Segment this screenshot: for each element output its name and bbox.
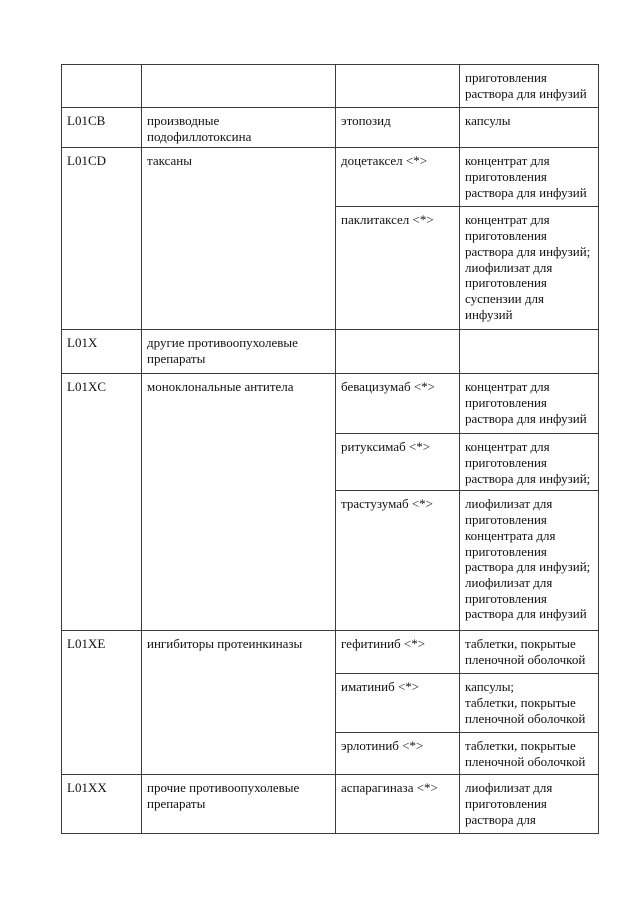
- atc-code-cell: L01XX: [62, 775, 142, 834]
- atc-code-cell: L01XE: [62, 631, 142, 775]
- table-row: [62, 631, 599, 674]
- dosage-form-cell: таблетки, покрытые пленочной оболочкой: [460, 733, 599, 775]
- dosage-form-cell: [460, 330, 599, 374]
- group-name-cell: таксаны: [142, 148, 336, 330]
- drug-name-cell: аспарагиназа <*>: [336, 775, 460, 834]
- group-name-cell: моноклональные антитела: [142, 374, 336, 631]
- drug-name-cell: трастузумаб <*>: [336, 491, 460, 631]
- dosage-form-cell: концентрат для приготовления раствора для инфузий: [460, 148, 599, 207]
- group-name-cell: прочие противоопухолевые препараты: [142, 775, 336, 834]
- dosage-form-cell: приготовления раствора для инфузий: [460, 65, 599, 108]
- dosage-form-cell: капсулы; таблетки, покрытые пленочной оболочкой: [460, 674, 599, 733]
- table-row: [62, 374, 599, 434]
- group-name-cell: [142, 65, 336, 108]
- group-name-cell: ингибиторы протеинкиназы: [142, 631, 336, 775]
- atc-code-cell: L01X: [62, 330, 142, 374]
- dosage-form-cell: капсулы: [460, 108, 599, 148]
- drug-table-body: [62, 65, 599, 834]
- dosage-form-cell: таблетки, покрытые пленочной оболочкой: [460, 631, 599, 674]
- dosage-form-cell: концентрат для приготовления раствора для инфузий: [460, 374, 599, 434]
- drug-name-cell: иматиниб <*>: [336, 674, 460, 733]
- drug-name-cell: бевацизумаб <*>: [336, 374, 460, 434]
- table-row: [62, 775, 599, 834]
- table-row: [62, 108, 599, 148]
- group-name-cell: производные подофиллотоксина: [142, 108, 336, 148]
- drug-name-cell: этопозид: [336, 108, 460, 148]
- dosage-form-cell: лиофилизат для приготовления раствора для: [460, 775, 599, 834]
- table-row: [62, 330, 599, 374]
- atc-code-cell: L01XC: [62, 374, 142, 631]
- dosage-form-cell: концентрат для приготовления раствора для инфузий;: [460, 434, 599, 491]
- group-name-cell: другие противоопухолевые препараты: [142, 330, 336, 374]
- continuation-row: [62, 65, 599, 108]
- code-cell: [62, 65, 142, 108]
- atc-code-cell: L01CB: [62, 108, 142, 148]
- drug-name-cell: доцетаксел <*>: [336, 148, 460, 207]
- drug-name-cell: ритуксимаб <*>: [336, 434, 460, 491]
- drug-table: [61, 64, 599, 834]
- drug-name-cell: паклитаксел <*>: [336, 207, 460, 330]
- drug-name-cell: [336, 65, 460, 108]
- dosage-form-cell: концентрат для приготовления раствора для инфузий; лиофилизат для приготовления суспензии для инфузий: [460, 207, 599, 330]
- table-row: [62, 148, 599, 207]
- dosage-form-cell: лиофилизат для приготовления концентрата для приготовления раствора для инфузий; лиофилизат для приготовления раствора для инфузий: [460, 491, 599, 631]
- atc-code-cell: L01CD: [62, 148, 142, 330]
- drug-name-cell: эрлотиниб <*>: [336, 733, 460, 775]
- drug-name-cell: гефитиниб <*>: [336, 631, 460, 674]
- drug-name-cell: [336, 330, 460, 374]
